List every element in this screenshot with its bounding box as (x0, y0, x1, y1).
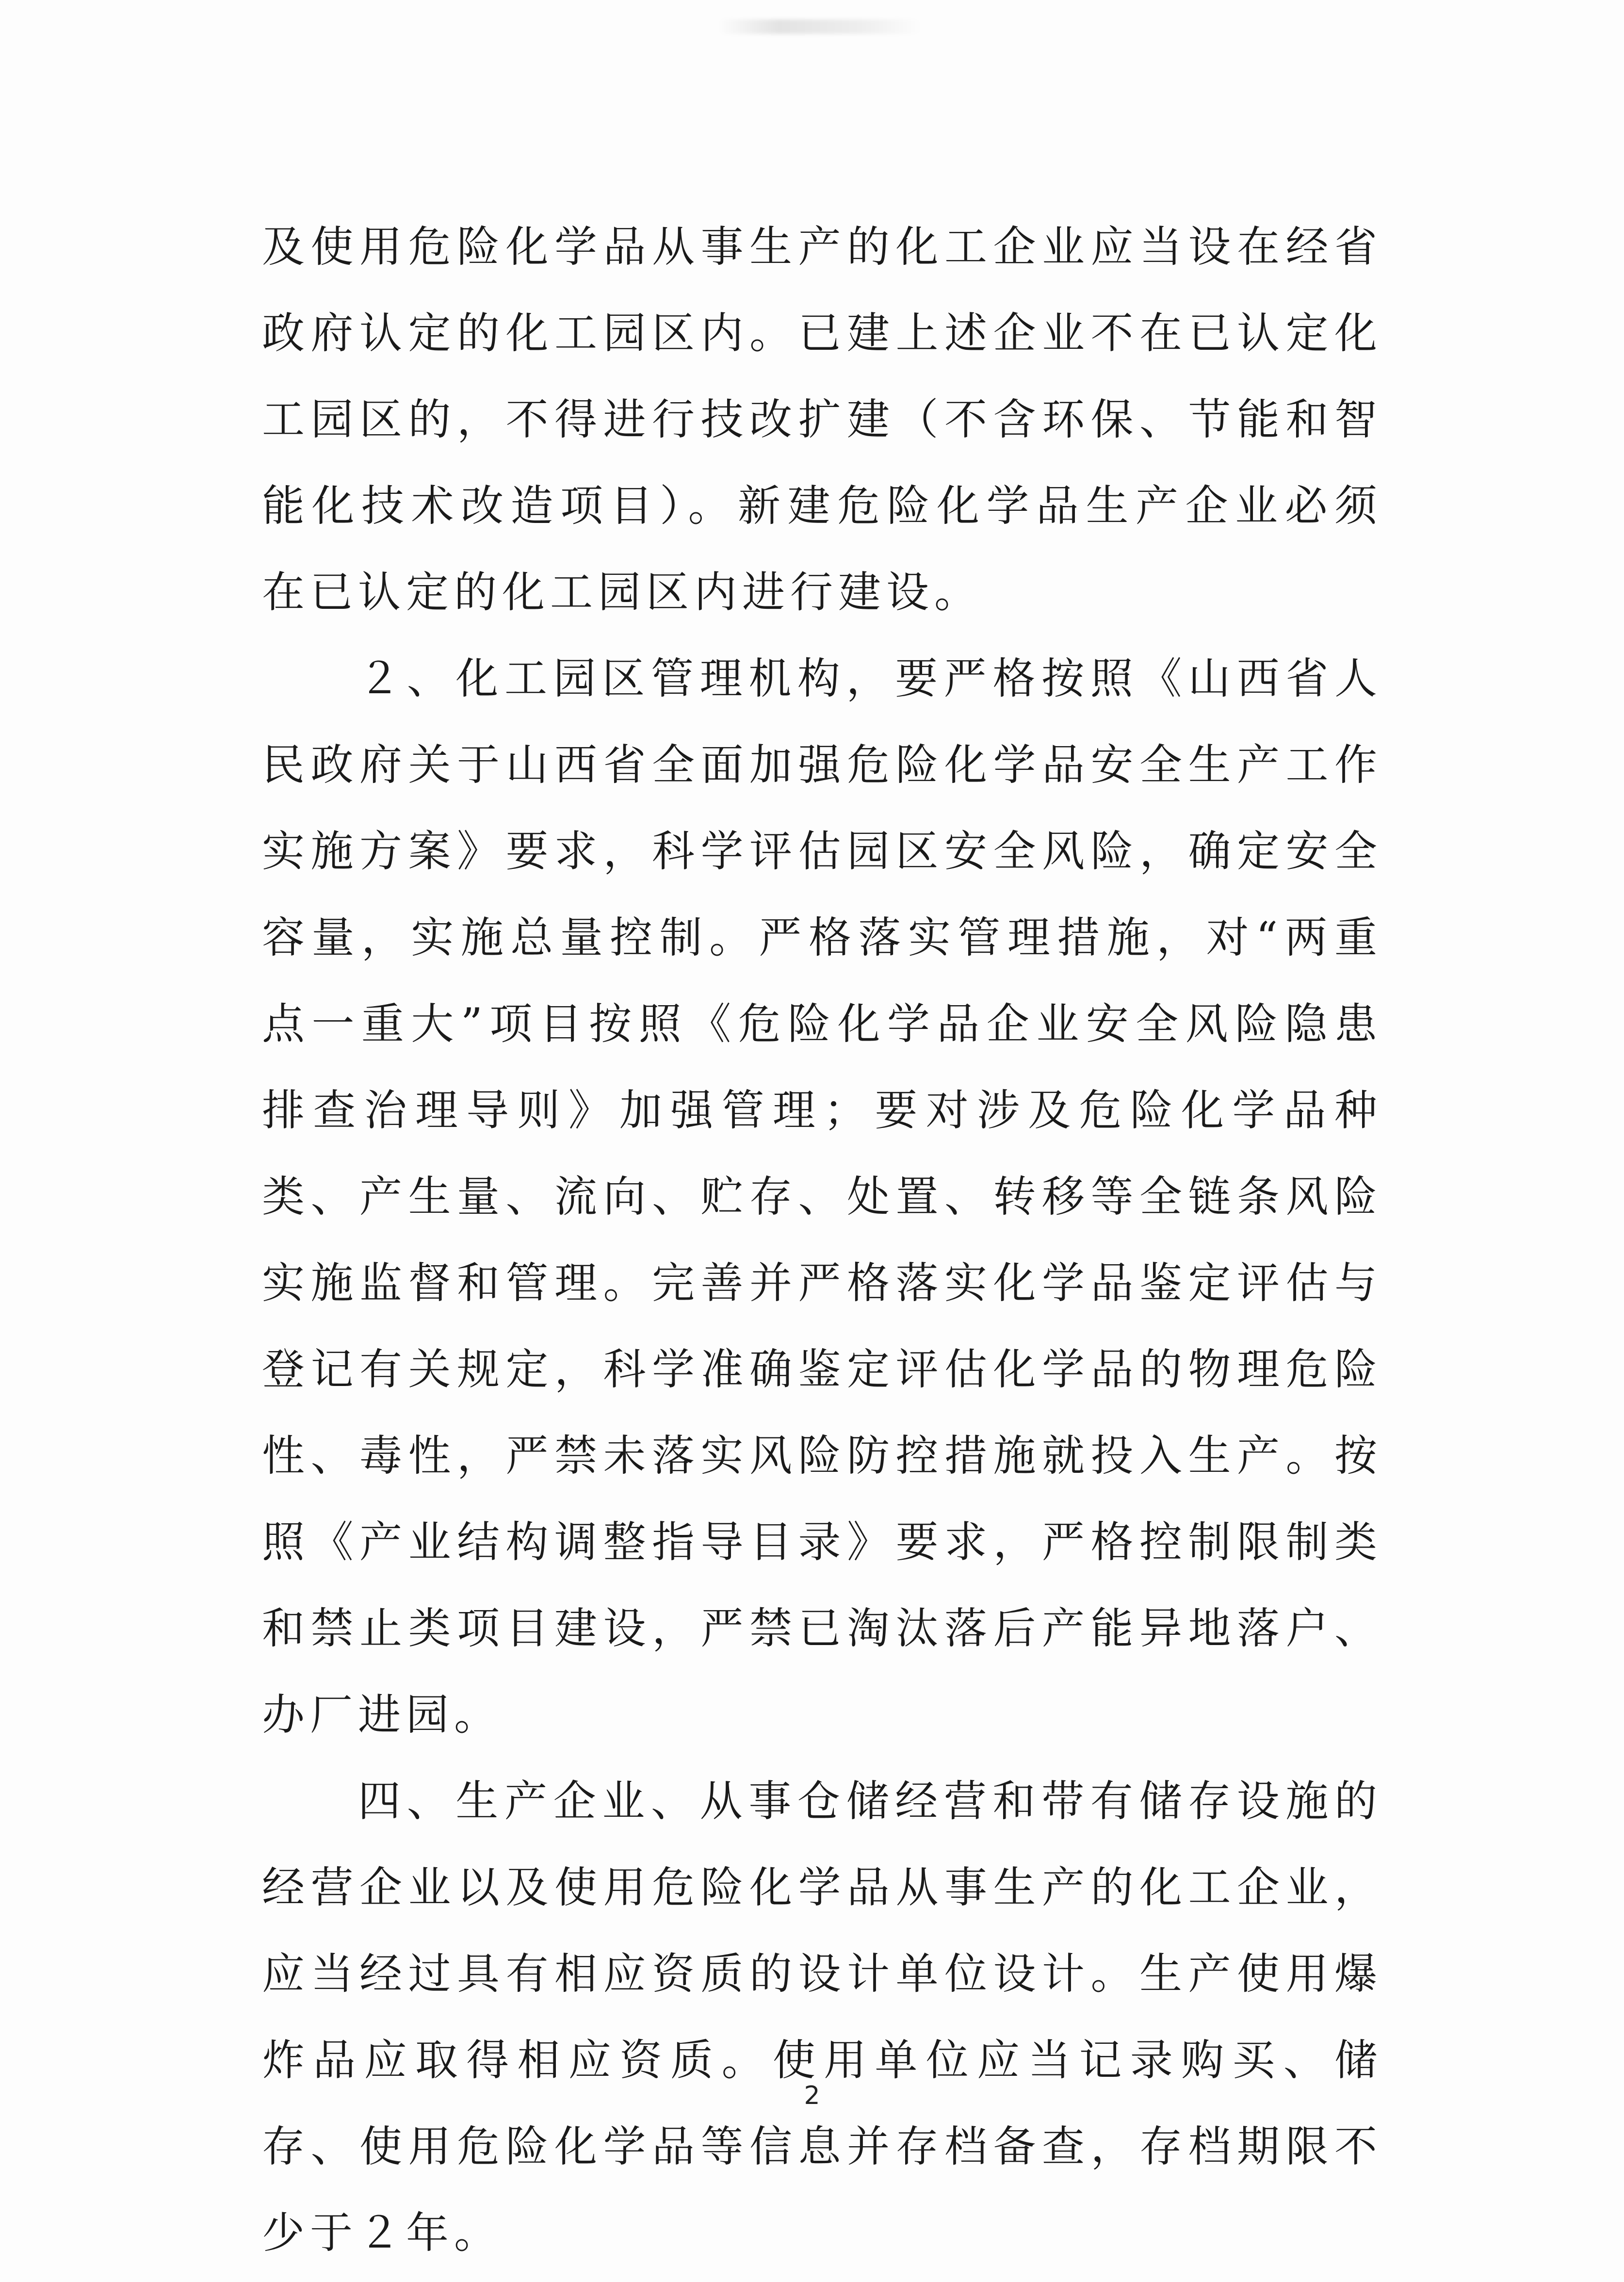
paragraph-section-4: 四、生产企业、从事仓储经营和带有储存设施的经营企业以及使用危险化学品从事生产的化工企业，应当经过具有相应资质的设计单位设计。生产使用爆炸品应取得相应资质。使用单位应当记录购买、储存、使用危险化学品等信息并存档备查，存档期限不少于２年。 (262, 1776, 1382, 2258)
paragraph-item-2: ２、化工园区管理机构，要严格按照《山西省人民政府关于山西省全面加强危险化学品安全生产工作实施方案》要求，科学评估园区安全风险，确定安全容量，实施总量控制。严格落实管理措施，对“两重点一重大”项目按照《危险化学品企业安全风险隐患排查治理导则》加强管理；要对涉及危险化学品种类、产生量、流向、贮存、处置、转移等全链条风险实施监督和管理。完善并严格落实化学品鉴定评估与登记有关规定，科学准确鉴定评估化学品的物理危险性、毒性，严禁未落实风险防控措施就投入生产。按照《产业结构调整指导目录》要求，严格控制限制类和禁止类项目建设，严禁已淘汰落后产能异地落户、办厂进园。 (262, 653, 1382, 1740)
paragraph-continuation: 及使用危险化学品从事生产的化工企业应当设在经省政府认定的化工园区内。已建上述企业不在已认定化工园区的，不得进行技改扩建（不含环保、节能和智能化技术改造项目）。新建危险化学品生产企业必须在已认定的化工园区内进行建设。 (262, 222, 1382, 617)
scan-artifact (718, 19, 922, 34)
body-text (262, 204, 1382, 2276)
page-number: 2 (804, 2081, 820, 2110)
